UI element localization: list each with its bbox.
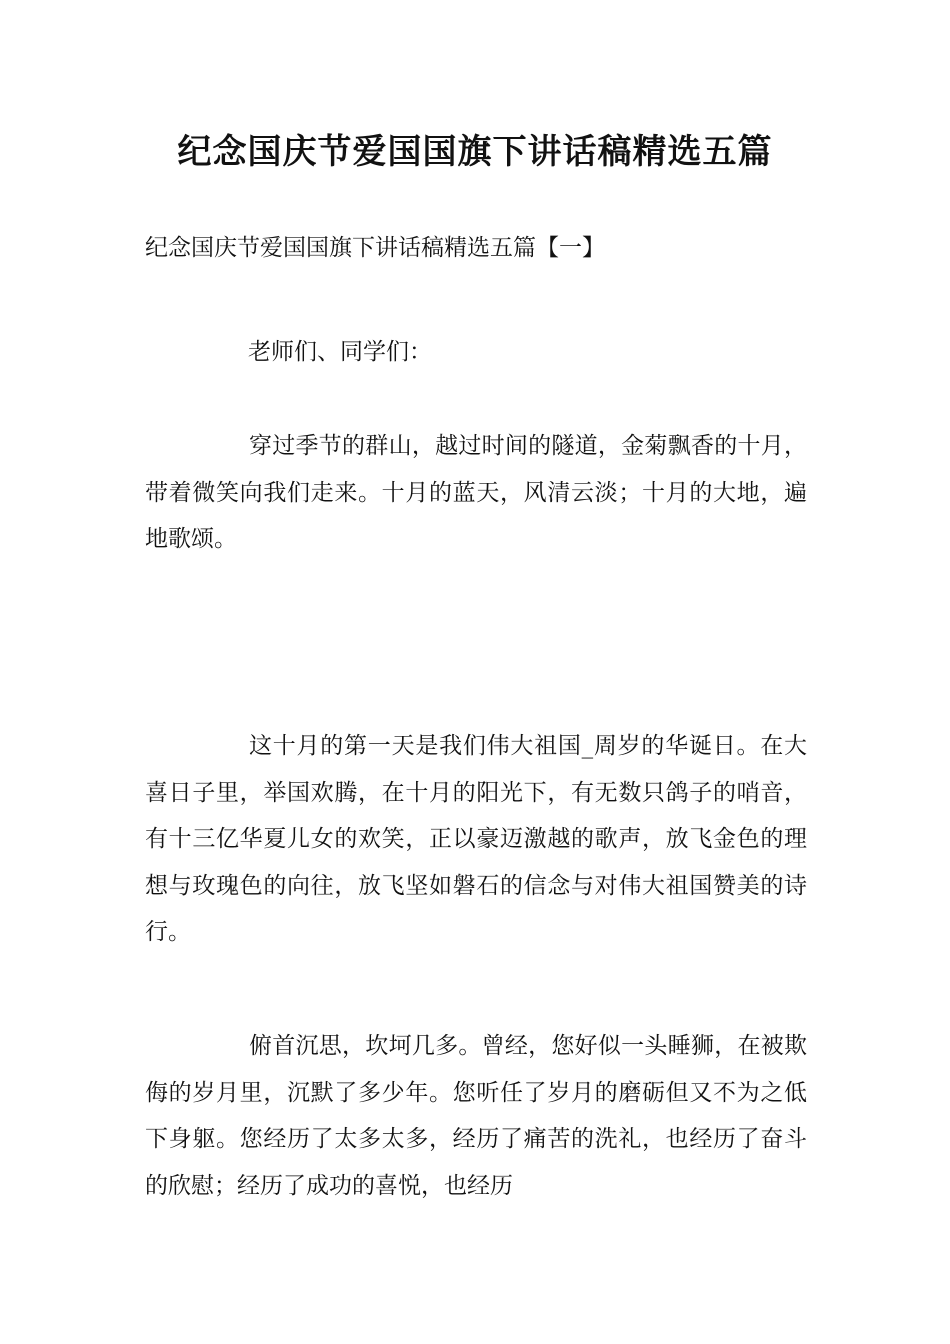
document-title: 纪念国庆节爱国国旗下讲话稿精选五篇	[177, 132, 773, 172]
paragraph-2: 这十月的第一天是我们伟大祖国_周岁的华诞日。在大喜日子里，举国欢腾，在十月的阳光下，有无数只鸽子的哨音，有十三亿华夏儿女的欢笑，正以豪迈激越的歌声，放飞金色的理想与玫瑰色的向往，放飞坚如磐石的信念与对伟大祖国赞美的诗行。	[145, 733, 807, 945]
paragraph-1: 穿过季节的群山，越过时间的隧道，金菊飘香的十月，带着微笑向我们走来。十月的蓝天，风清云淡；十月的大地，遍地歌颂。	[145, 433, 807, 552]
greeting-line: 老师们、同学们：	[248, 339, 432, 365]
section-heading: 纪念国庆节爱国国旗下讲话稿精选五篇【一】	[145, 235, 605, 261]
paragraph-3: 俯首沉思，坎坷几多。曾经，您好似一头睡狮，在被欺侮的岁月里，沉默了多少年。您听任了岁月的磨砺但又不为之低下身躯。您经历了太多太多，经历了痛苦的洗礼，也经历了奋斗的欣慰；经历了成功的喜悦，也经历	[145, 1033, 807, 1199]
